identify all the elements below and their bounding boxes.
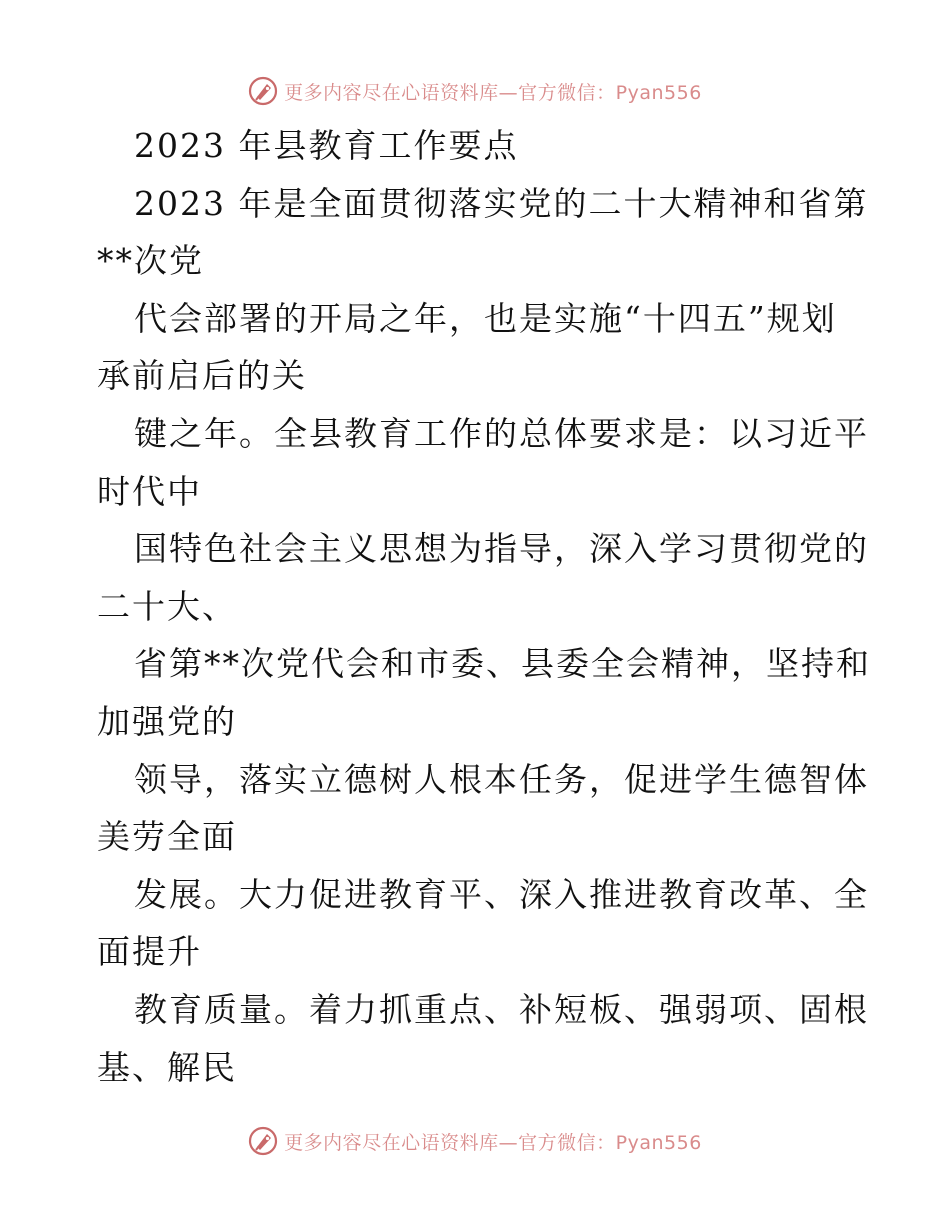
text-line: 加强党的: [97, 701, 237, 741]
text-line: 发展。大力促进教育平、深入推进教育改革、全: [134, 874, 869, 914]
text-line: 承前启后的关: [97, 356, 307, 396]
text-line: 省第**次党代会和市委、县委全会精神，坚持和: [134, 644, 871, 684]
watermark-footer: [0, 1121, 950, 1161]
watermark-text: 更多内容尽在心语资料库—官方微信：Pyan556: [284, 81, 702, 104]
pen-nib-seal-icon: [248, 1126, 278, 1156]
text-line: 基、解民: [97, 1047, 237, 1087]
text-line: 教育质量。着力抓重点、补短板、强弱项、固根: [134, 989, 869, 1029]
text-line: 面提升: [97, 932, 202, 972]
watermark-text: 更多内容尽在心语资料库—官方微信：Pyan556: [284, 1131, 702, 1154]
document-body: [97, 117, 871, 1096]
text-line: **次党: [97, 241, 204, 281]
text-line: 美劳全面: [97, 817, 237, 857]
watermark-header: [0, 71, 950, 111]
text-line: 2023 年是全面贯彻落实党的二十大精神和省第: [134, 183, 869, 223]
text-line: 二十大、: [97, 586, 237, 626]
text-line: 领导，落实立德树人根本任务，促进学生德智体: [134, 759, 869, 799]
pen-nib-seal-icon: [248, 76, 278, 106]
text-line: 国特色社会主义思想为指导，深入学习贯彻党的: [134, 529, 869, 569]
text-line: 2023 年县教育工作要点: [134, 126, 519, 165]
text-line: 时代中: [97, 471, 202, 511]
text-line: 代会部署的开局之年，也是实施“十四五”规划: [134, 298, 837, 338]
text-line: 键之年。全县教育工作的总体要求是：以习近平: [134, 413, 869, 453]
